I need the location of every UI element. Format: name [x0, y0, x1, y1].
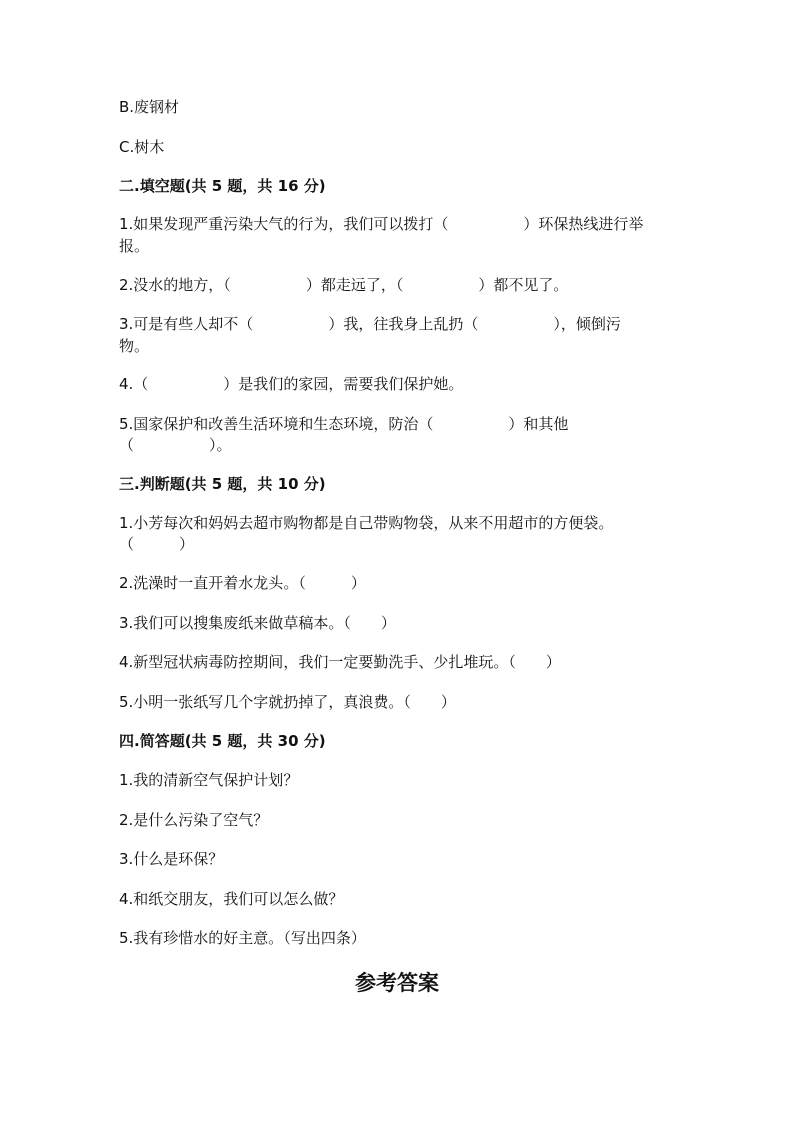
- answer-key-title: 参考答案: [355, 970, 439, 995]
- judge-question-5: 5.小明一张纸写几个字就扔掉了，真浪费。（ ）: [119, 693, 456, 711]
- short-answer-question-2: 2.是什么污染了空气？: [119, 811, 269, 829]
- section-3-heading: 三.判断题(共 5 题，共 10 分): [119, 475, 326, 493]
- section-2-heading: 二.填空题(共 5 题，共 16 分): [119, 177, 326, 195]
- judge-question-2: 2.洗澡时一直开着水龙头。（ ）: [119, 574, 366, 592]
- judge-question-1-line-2: （ ）: [119, 535, 195, 553]
- option-b: B.废钢材: [119, 98, 180, 116]
- fill-question-5-line-2: （ ）。: [119, 436, 232, 454]
- judge-question-3: 3.我们可以搜集废纸来做草稿本。（ ）: [119, 614, 396, 632]
- fill-question-5-line-1: 5.国家保护和改善生活环境和生态环境，防治（ ）和其他: [119, 415, 569, 433]
- short-answer-question-1: 1.我的清新空气保护计划？: [119, 771, 299, 789]
- judge-question-1-line-1: 1.小芳每次和妈妈去超市购物都是自己带购物袋，从来不用超市的方便袋。: [119, 514, 614, 532]
- section-4-heading: 四.简答题(共 5 题，共 30 分): [119, 732, 326, 750]
- fill-question-4: 4.（ ）是我们的家园，需要我们保护她。: [119, 375, 464, 393]
- fill-question-3-line-2: 物。: [119, 337, 150, 355]
- fill-question-3-line-1: 3.可是有些人却不（ ）我，往我身上乱扔（ ），倾倒污: [119, 315, 621, 333]
- option-c: C.树木: [119, 138, 165, 156]
- short-answer-question-4: 4.和纸交朋友，我们可以怎么做？: [119, 890, 344, 908]
- fill-question-2: 2.没水的地方，（ ）都走远了，（ ）都不见了。: [119, 276, 569, 294]
- judge-question-4: 4.新型冠状病毒防控期间，我们一定要勤洗手、少扎堆玩。（ ）: [119, 653, 561, 671]
- short-answer-question-3: 3.什么是环保？: [119, 850, 224, 868]
- fill-question-1-line-2: 报。: [119, 237, 150, 255]
- fill-question-1-line-1: 1.如果发现严重污染大气的行为，我们可以拨打（ ）环保热线进行举: [119, 215, 644, 233]
- short-answer-question-5: 5.我有珍惜水的好主意。（写出四条）: [119, 929, 366, 947]
